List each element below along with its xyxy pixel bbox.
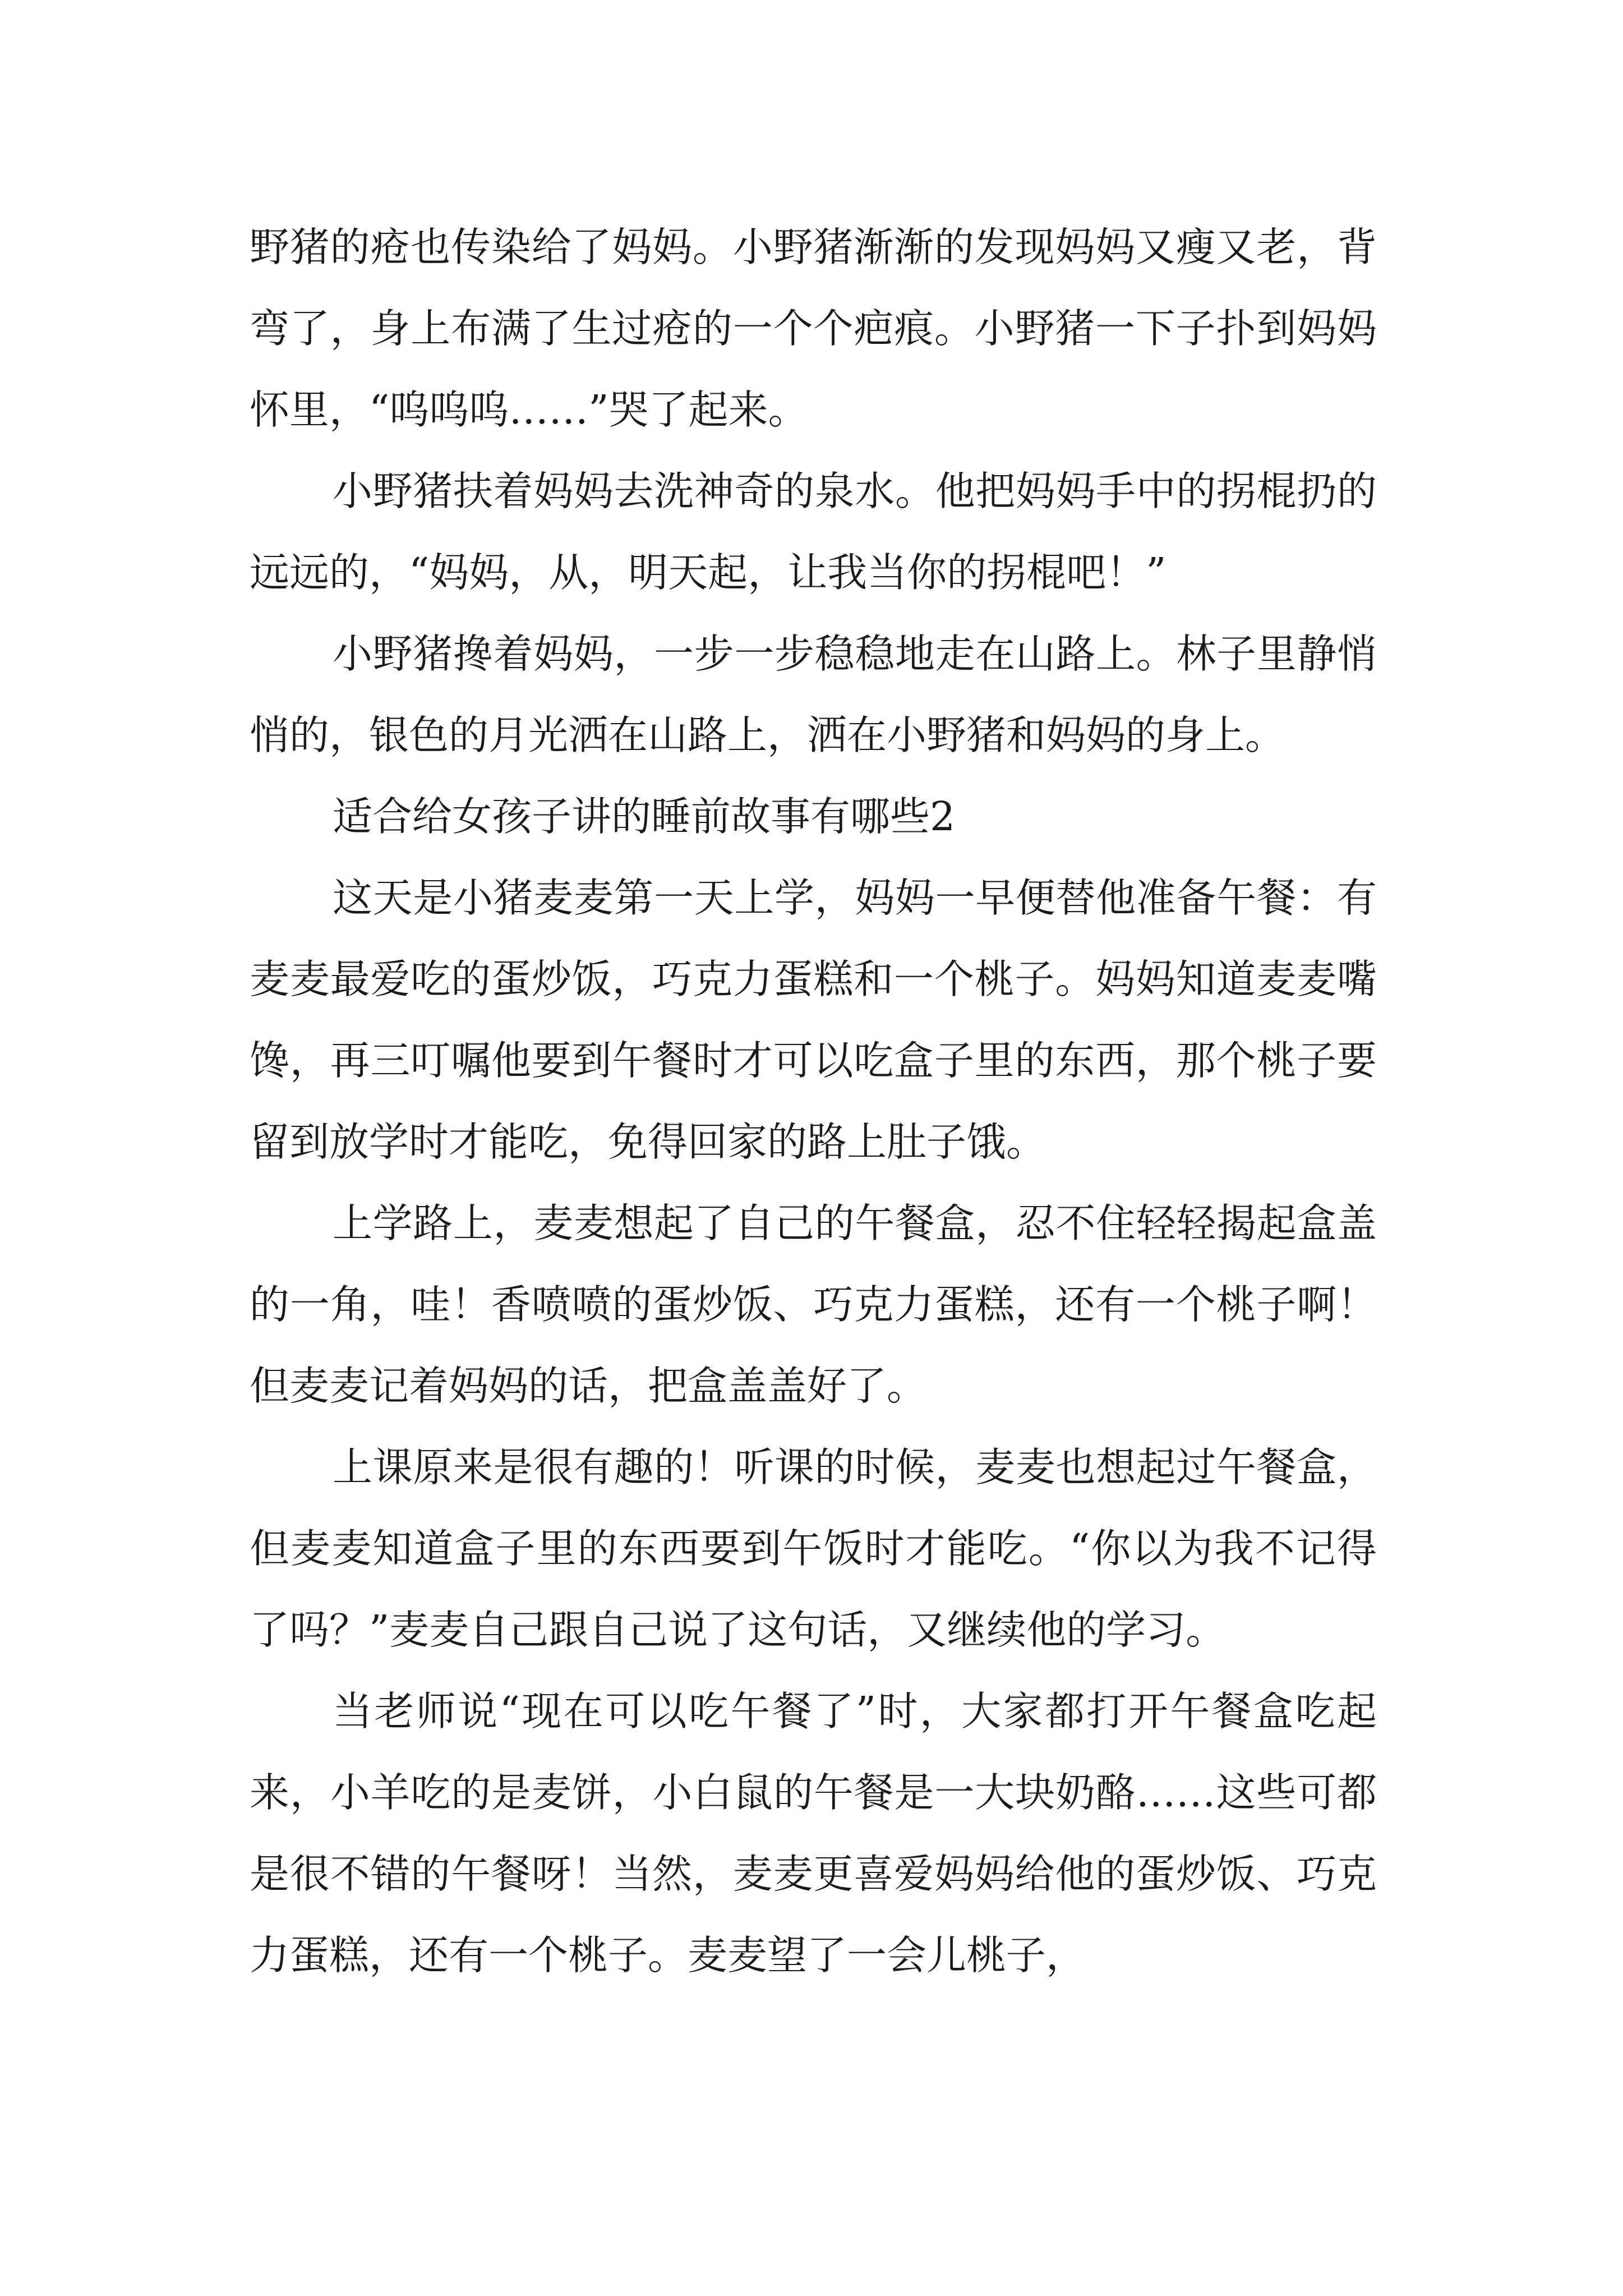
paragraph-4: 这天是小猪麦麦第一天上学，妈妈一早便替他准备午餐：有麦麦最爱吃的蛋炒饭，巧克力蛋糕和一个桃子。妈妈知道麦麦嘴馋，再三叮嘱他要到午餐时才可以吃盒子里的东西，那个桃子要留到放学时才能吃，免得回家的路上肚子饿。	[250, 875, 1377, 1165]
paragraph-3: 小野猪搀着妈妈，一步一步稳稳地走在山路上。林子里静悄悄的，银色的月光洒在山路上，洒在小野猪和妈妈的身上。	[250, 631, 1377, 758]
paragraph-5: 上学路上，麦麦想起了自己的午餐盒，忍不住轻轻揭起盒盖的一角，哇！香喷喷的蛋炒饭、巧克力蛋糕，还有一个桃子啊！但麦麦记着妈妈的话，把盒盖盖好了。	[250, 1200, 1377, 1409]
section-heading: 适合给女孩子讲的睡前故事有哪些2	[333, 793, 956, 840]
paragraph-2: 小野猪扶着妈妈去洗神奇的泉水。他把妈妈手中的拐棍扔的远远的，“妈妈，从，明天起，让我当你的拐棍吧！”	[250, 468, 1377, 596]
paragraph-6: 上课原来是很有趣的！听课的时候，麦麦也想起过午餐盒，但麦麦知道盒子里的东西要到午饭时才能吃。“你以为我不记得了吗？”麦麦自己跟自己说了这句话，又继续他的学习。	[250, 1444, 1377, 1653]
paragraph-1: 野猪的疮也传染给了妈妈。小野猪渐渐的发现妈妈又瘦又老，背弯了，身上布满了生过疮的一个个疤痕。小野猪一下子扑到妈妈怀里，“呜呜呜……”哭了起来。	[250, 224, 1377, 433]
paragraph-7: 当老师说“现在可以吃午餐了”时，大家都打开午餐盒吃起来，小羊吃的是麦饼，小白鼠的午餐是一大块奶酪……这些可都是很不错的午餐呀！当然，麦麦更喜爱妈妈给他的蛋炒饭、巧克力蛋糕，还有一个桃子。麦麦望了一会儿桃子，	[250, 1688, 1377, 1978]
body-text	[250, 206, 1377, 1996]
